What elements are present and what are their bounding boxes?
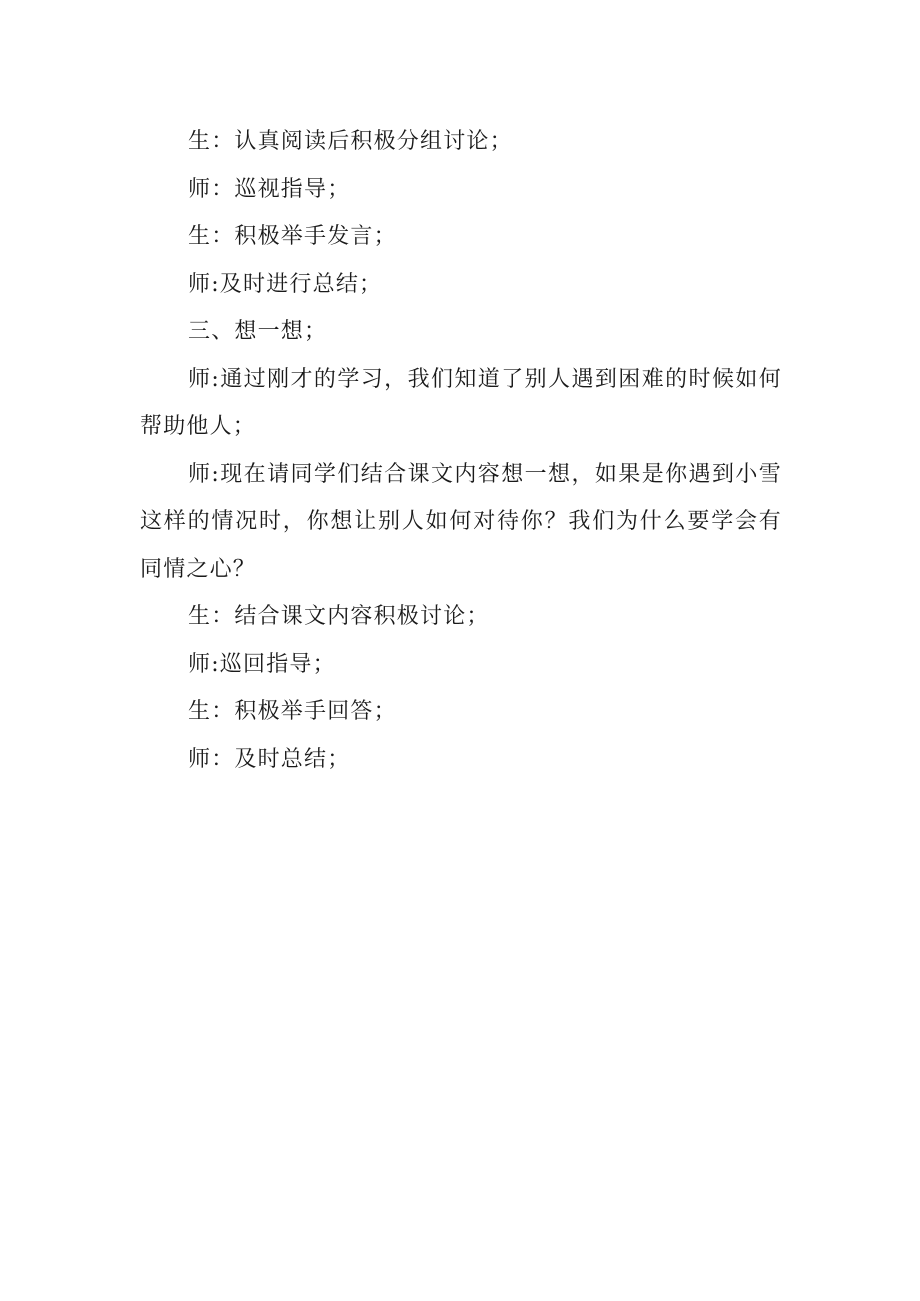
paragraph-teacher-guide: 师：巡视指导； bbox=[188, 176, 351, 202]
paragraph-teacher-review: 师:通过刚才的学习，我们知道了别人遇到困难的时候如何帮助他人； bbox=[140, 366, 782, 439]
paragraph-student-group-discuss: 生：结合课文内容积极讨论； bbox=[188, 604, 490, 629]
paragraph-student-speak: 生：积极举手发言； bbox=[188, 224, 397, 249]
paragraph-teacher-summary: 师:及时进行总结； bbox=[188, 271, 383, 297]
paragraph-student-answer: 生：积极举手回答； bbox=[188, 699, 397, 724]
paragraph-teacher-patrol: 师:巡回指导； bbox=[188, 651, 336, 677]
paragraph-student-discuss: 生：认真阅读后积极分组讨论； bbox=[188, 129, 513, 154]
paragraph-teacher-question: 师:现在请同学们结合课文内容想一想，如果是你遇到小雪这样的情况时，你想让别人如何对待你？我们为什么要学会有同情之心？ bbox=[140, 461, 782, 582]
paragraph-teacher-conclude: 师：及时总结； bbox=[188, 746, 351, 772]
section-heading-think: 三、想一想； bbox=[188, 319, 328, 344]
document-body bbox=[140, 118, 782, 783]
